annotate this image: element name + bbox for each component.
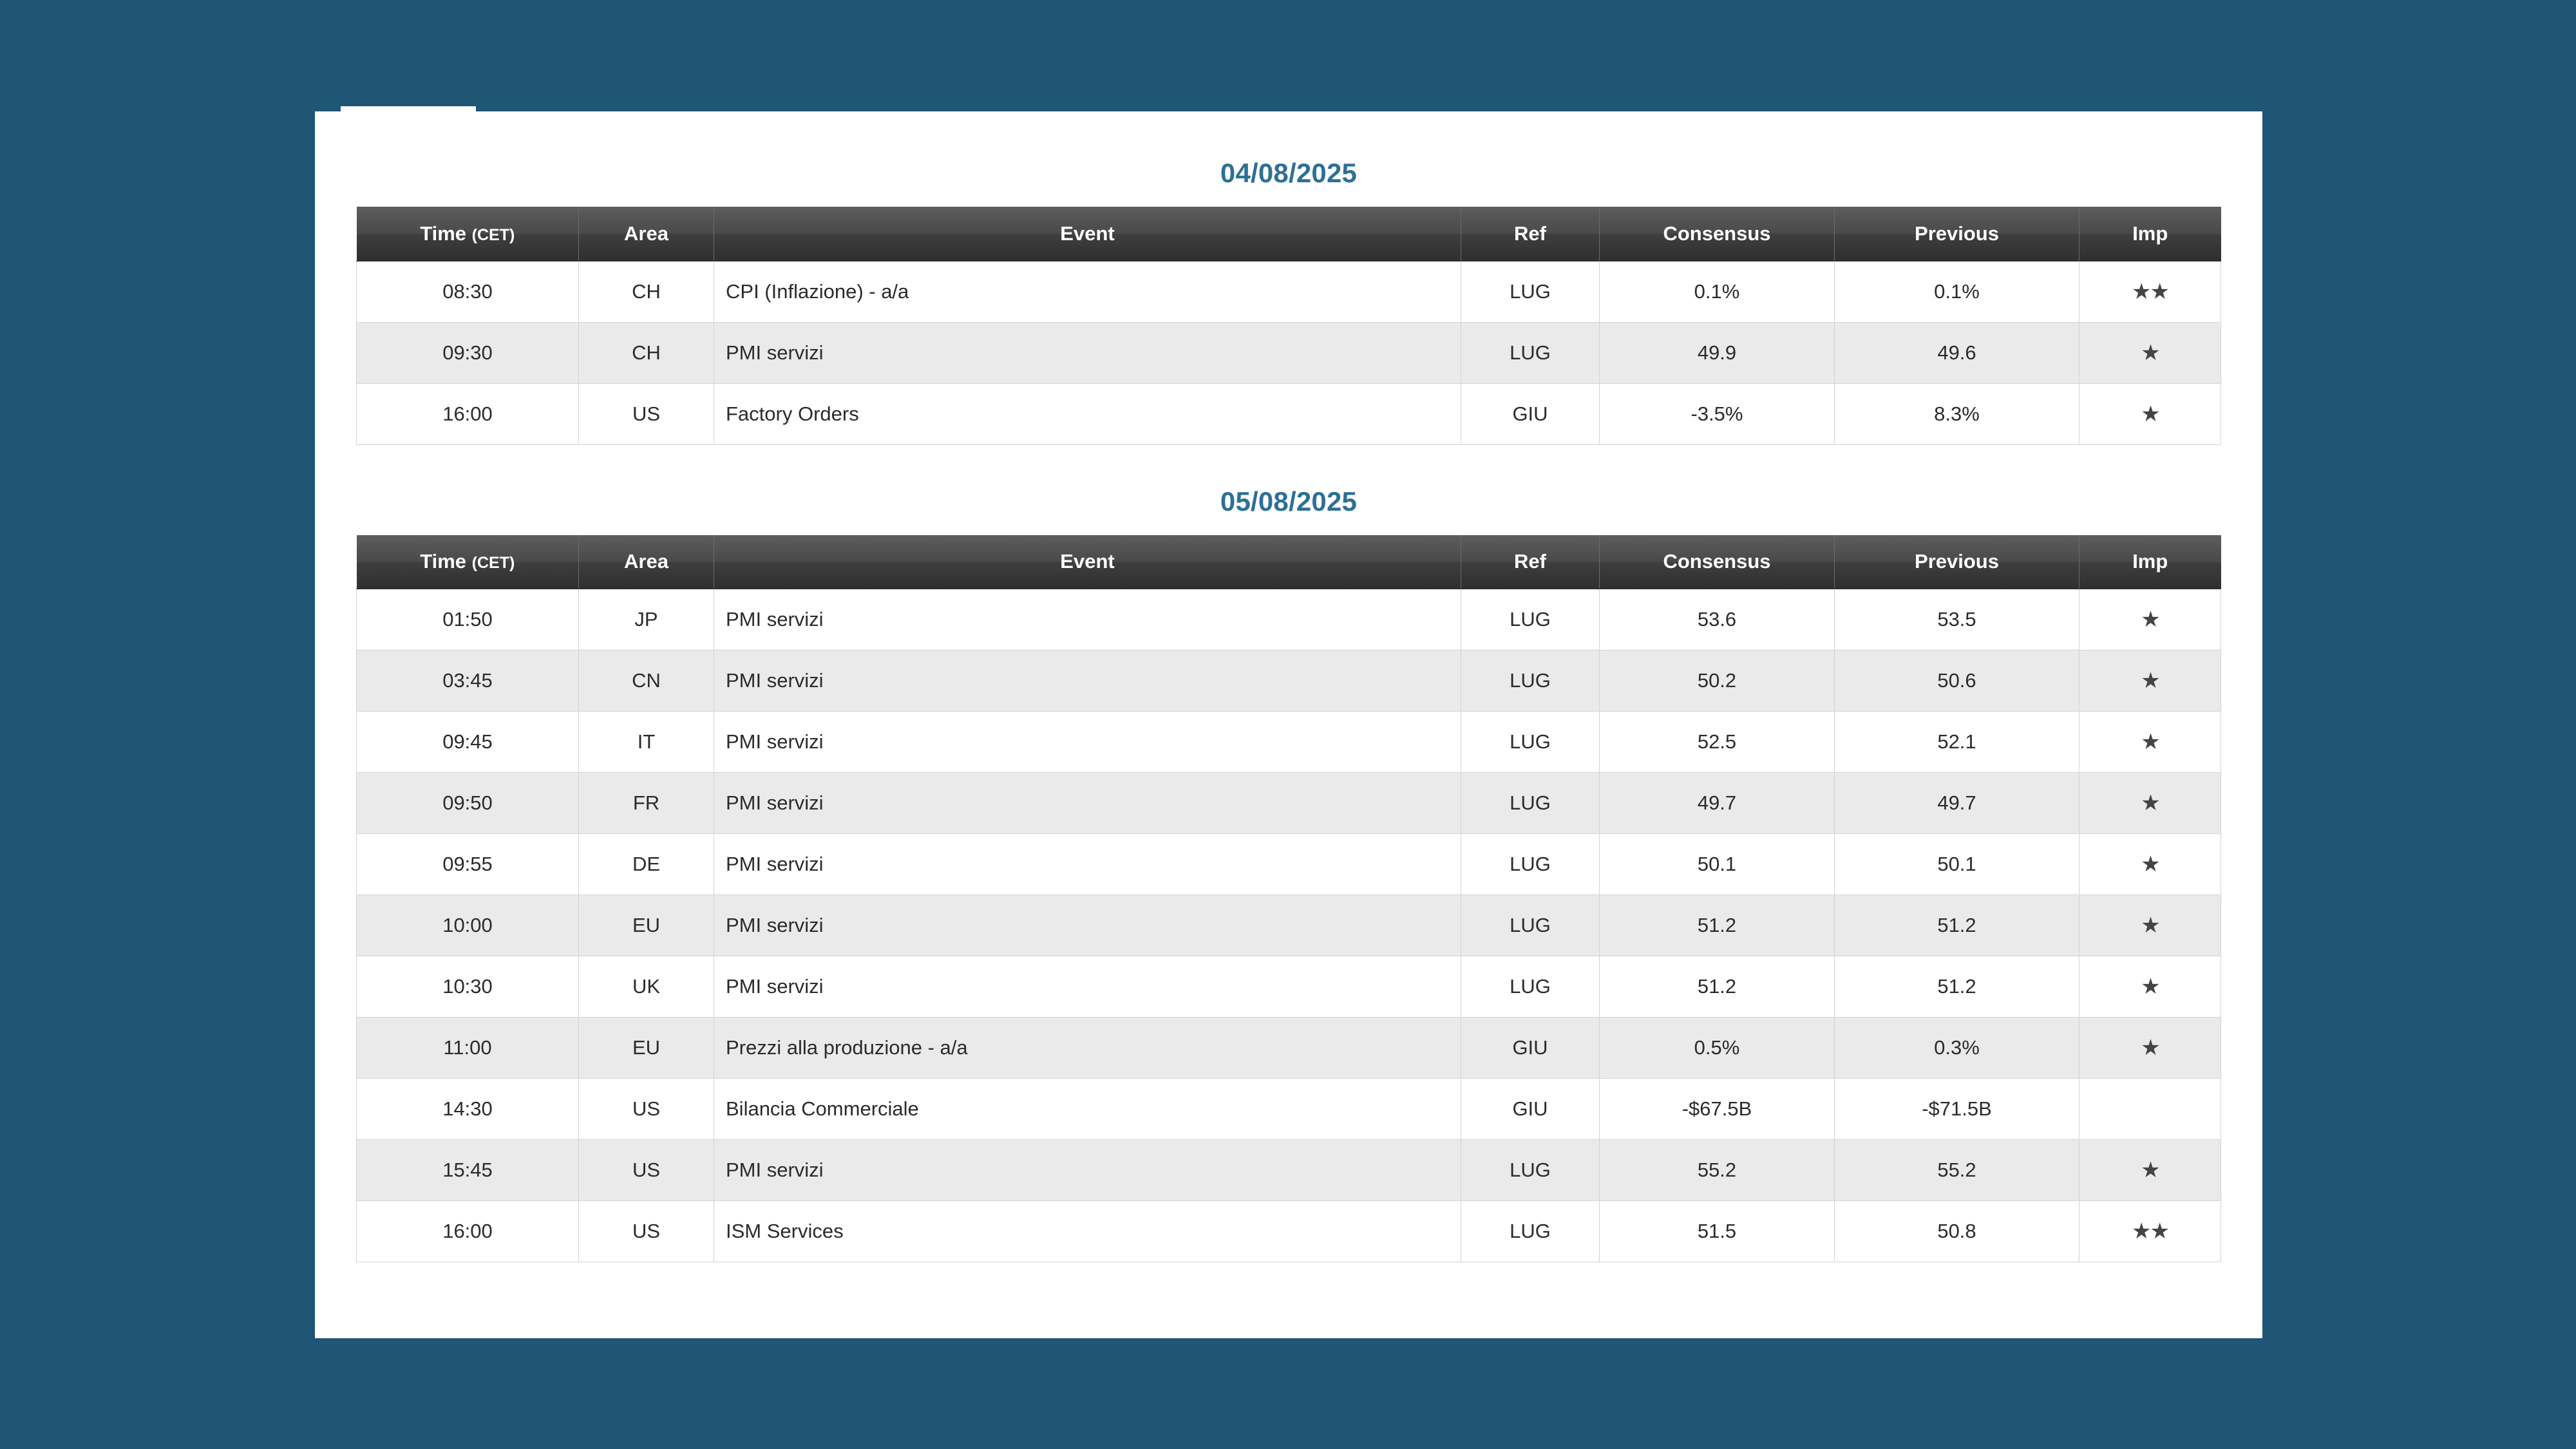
cell-previous: 51.2	[1835, 895, 2079, 956]
cell-time: 10:00	[357, 895, 579, 956]
table-row	[357, 261, 2221, 322]
cell-importance-stars: ★	[2079, 1018, 2221, 1079]
cell-previous: 49.7	[1835, 773, 2079, 834]
column-header-time: Time (CET)	[357, 535, 579, 589]
cell-time: 09:50	[357, 773, 579, 834]
cell-consensus: -3.5%	[1600, 383, 1835, 444]
table-row	[357, 956, 2221, 1018]
economic-calendar-table-0	[356, 207, 2221, 445]
table-row	[357, 1018, 2221, 1079]
cell-event: PMI servizi	[714, 322, 1461, 383]
cell-ref: LUG	[1461, 956, 1600, 1018]
calendar-block-0	[354, 111, 2224, 445]
cell-area: US	[579, 383, 714, 444]
cell-ref: LUG	[1461, 650, 1600, 712]
cell-importance-stars: ★	[2079, 712, 2221, 773]
cell-event: ISM Services	[714, 1201, 1461, 1262]
cell-ref: GIU	[1461, 1018, 1600, 1079]
cell-previous: 8.3%	[1835, 383, 2079, 444]
calendar-block-1	[354, 445, 2224, 1263]
cell-importance-stars: ★	[2079, 650, 2221, 712]
cell-importance-stars: ★	[2079, 322, 2221, 383]
column-header-previous: Previous	[1835, 207, 2079, 261]
cell-consensus: 51.2	[1600, 956, 1835, 1018]
cell-time: 09:45	[357, 712, 579, 773]
cell-event: Factory Orders	[714, 383, 1461, 444]
table-row	[357, 1201, 2221, 1262]
cell-event: PMI servizi	[714, 712, 1461, 773]
cell-area: FR	[579, 773, 714, 834]
table-header-row	[357, 207, 2221, 261]
cell-event: PMI servizi	[714, 773, 1461, 834]
cell-time: 10:30	[357, 956, 579, 1018]
cell-ref: LUG	[1461, 834, 1600, 895]
calendar-page	[315, 111, 2262, 1338]
cell-previous: 52.1	[1835, 712, 2079, 773]
column-header-ref: Ref	[1461, 207, 1600, 261]
cell-time: 03:45	[357, 650, 579, 712]
cell-event: PMI servizi	[714, 1140, 1461, 1201]
cell-previous: 0.1%	[1835, 261, 2079, 322]
cell-ref: LUG	[1461, 895, 1600, 956]
cell-consensus: 50.1	[1600, 834, 1835, 895]
cell-importance-stars: ★★	[2079, 1201, 2221, 1262]
cell-area: CH	[579, 261, 714, 322]
table-body-1	[357, 589, 2221, 1262]
cell-previous: 49.6	[1835, 322, 2079, 383]
cell-event: PMI servizi	[714, 956, 1461, 1018]
cell-time: 08:30	[357, 261, 579, 322]
table-header-row	[357, 535, 2221, 589]
calendar-content	[315, 111, 2262, 1262]
cell-importance-stars: ★	[2079, 1140, 2221, 1201]
cell-event: Bilancia Commerciale	[714, 1079, 1461, 1140]
column-header-time: Time (CET)	[357, 207, 579, 261]
cell-area: EU	[579, 895, 714, 956]
table-row	[357, 773, 2221, 834]
cell-time: 09:30	[357, 322, 579, 383]
column-header-imp: Imp	[2079, 535, 2221, 589]
cell-area: JP	[579, 589, 714, 650]
cell-ref: LUG	[1461, 773, 1600, 834]
cell-consensus: 50.2	[1600, 650, 1835, 712]
cell-time: 09:55	[357, 834, 579, 895]
table-body-0	[357, 261, 2221, 444]
cell-consensus: 53.6	[1600, 589, 1835, 650]
cell-consensus: 51.2	[1600, 895, 1835, 956]
cell-ref: LUG	[1461, 1201, 1600, 1262]
cell-event: PMI servizi	[714, 650, 1461, 712]
column-header-ref: Ref	[1461, 535, 1600, 589]
cell-previous: -$71.5B	[1835, 1079, 2079, 1140]
cell-ref: LUG	[1461, 322, 1600, 383]
economic-calendar-table-1	[356, 535, 2221, 1263]
page-top-sliver	[341, 106, 476, 115]
column-header-event: Event	[714, 207, 1461, 261]
column-header-imp: Imp	[2079, 207, 2221, 261]
cell-event: PMI servizi	[714, 895, 1461, 956]
cell-time: 15:45	[357, 1140, 579, 1201]
cell-importance-stars: ★	[2079, 895, 2221, 956]
table-row	[357, 834, 2221, 895]
cell-ref: LUG	[1461, 1140, 1600, 1201]
cell-time: 16:00	[357, 1201, 579, 1262]
table-row	[357, 589, 2221, 650]
cell-time: 11:00	[357, 1018, 579, 1079]
cell-area: US	[579, 1079, 714, 1140]
cell-importance-stars: ★	[2079, 383, 2221, 444]
cell-ref: LUG	[1461, 712, 1600, 773]
cell-importance-stars: ★	[2079, 834, 2221, 895]
column-header-area: Area	[579, 535, 714, 589]
cell-area: IT	[579, 712, 714, 773]
cell-previous: 51.2	[1835, 956, 2079, 1018]
cell-area: CN	[579, 650, 714, 712]
table-row	[357, 383, 2221, 444]
cell-ref: GIU	[1461, 383, 1600, 444]
cell-consensus: 51.5	[1600, 1201, 1835, 1262]
cell-consensus: 52.5	[1600, 712, 1835, 773]
cell-event: Prezzi alla produzione - a/a	[714, 1018, 1461, 1079]
cell-event: PMI servizi	[714, 589, 1461, 650]
table-row	[357, 895, 2221, 956]
cell-time: 16:00	[357, 383, 579, 444]
cell-previous: 50.8	[1835, 1201, 2079, 1262]
cell-importance-stars: ★	[2079, 956, 2221, 1018]
date-heading: 05/08/2025	[1220, 486, 1358, 516]
cell-importance-stars: ★	[2079, 589, 2221, 650]
column-header-consensus: Consensus	[1600, 207, 1835, 261]
cell-area: US	[579, 1140, 714, 1201]
cell-time: 01:50	[357, 589, 579, 650]
table-row	[357, 322, 2221, 383]
cell-event: PMI servizi	[714, 834, 1461, 895]
cell-previous: 53.5	[1835, 589, 2079, 650]
cell-previous: 50.6	[1835, 650, 2079, 712]
cell-importance-stars: ★	[2079, 773, 2221, 834]
cell-ref: LUG	[1461, 589, 1600, 650]
column-header-previous: Previous	[1835, 535, 2079, 589]
cell-previous: 50.1	[1835, 834, 2079, 895]
cell-consensus: 0.5%	[1600, 1018, 1835, 1079]
cell-consensus: 0.1%	[1600, 261, 1835, 322]
table-row	[357, 712, 2221, 773]
cell-ref: GIU	[1461, 1079, 1600, 1140]
table-row	[357, 1140, 2221, 1201]
cell-importance-stars	[2079, 1079, 2221, 1140]
cell-time: 14:30	[357, 1079, 579, 1140]
column-header-area: Area	[579, 207, 714, 261]
column-header-consensus: Consensus	[1600, 535, 1835, 589]
column-header-event: Event	[714, 535, 1461, 589]
cell-ref: LUG	[1461, 261, 1600, 322]
cell-area: CH	[579, 322, 714, 383]
cell-consensus: -$67.5B	[1600, 1079, 1835, 1140]
cell-consensus: 49.9	[1600, 322, 1835, 383]
cell-consensus: 55.2	[1600, 1140, 1835, 1201]
cell-previous: 0.3%	[1835, 1018, 2079, 1079]
cell-previous: 55.2	[1835, 1140, 2079, 1201]
cell-area: UK	[579, 956, 714, 1018]
cell-event: CPI (Inflazione) - a/a	[714, 261, 1461, 322]
cell-importance-stars: ★★	[2079, 261, 2221, 322]
date-heading: 04/08/2025	[1220, 158, 1358, 188]
cell-area: US	[579, 1201, 714, 1262]
table-row	[357, 1079, 2221, 1140]
cell-area: DE	[579, 834, 714, 895]
cell-area: EU	[579, 1018, 714, 1079]
cell-consensus: 49.7	[1600, 773, 1835, 834]
table-row	[357, 650, 2221, 712]
